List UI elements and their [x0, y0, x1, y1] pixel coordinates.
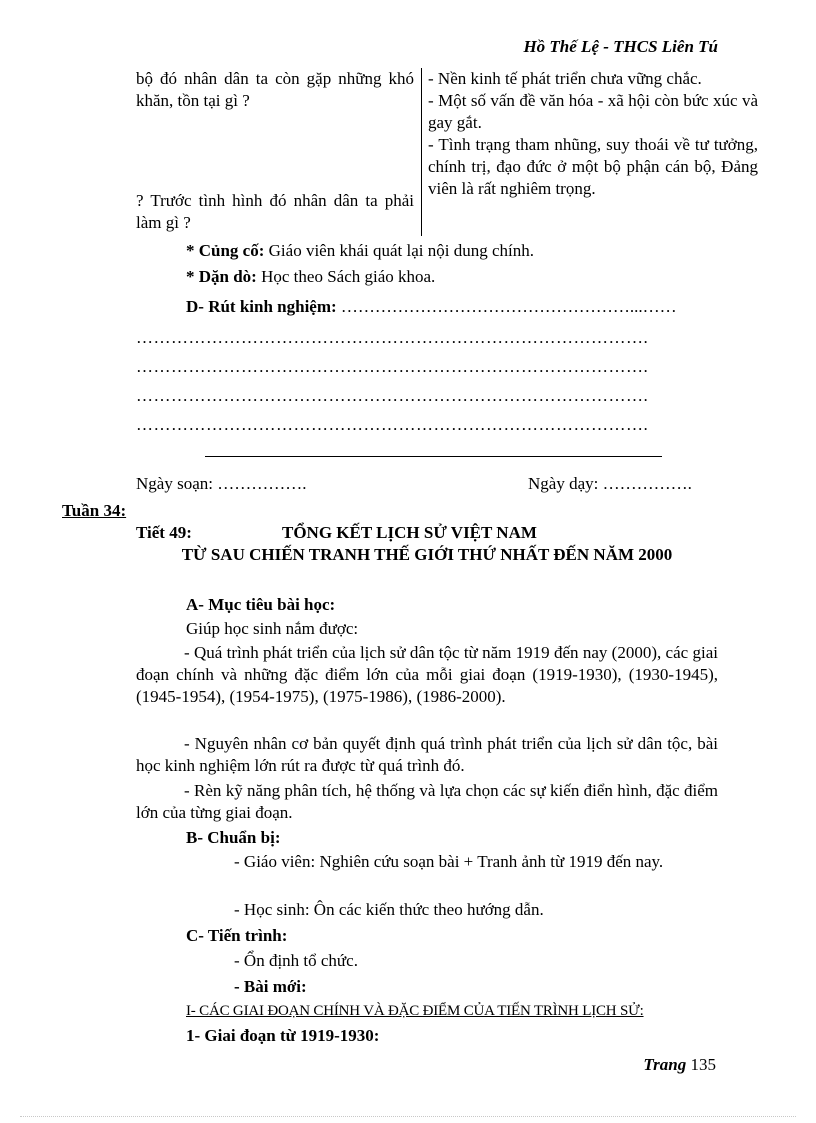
section-a-heading: A- Mục tiêu bài học:: [186, 595, 336, 614]
column-divider: [421, 68, 422, 236]
qa-table: [136, 68, 758, 236]
rut-kinh-nghiem-line: D- Rút kinh nghiệm: ……………………………………………...……: [186, 297, 677, 316]
lesson-title-line-1: [136, 522, 718, 544]
page-number: Trang 135: [643, 1055, 716, 1074]
dot-line-1: …………………………………………………………………………….: [136, 328, 649, 347]
week-label: Tuần 34:: [62, 501, 127, 520]
on-dinh: - Ổn định tổ chức.: [234, 951, 358, 970]
objective-3: - Rèn kỹ năng phân tích, hệ thống và lựa chọn các sự kiến điển hình, đặc điểm lớn của từng giai đoạn.: [136, 781, 718, 822]
answer-1: - Nền kinh tế phát triển chưa vững chắc.: [428, 69, 702, 88]
lesson-number: Tiết 49:: [136, 523, 192, 542]
question-2: ? Trước tình hình đó nhân dân ta phải làm gì ?: [136, 191, 414, 232]
cung-co-line: * Củng cố: Giáo viên khái quát lại nội dung chính.: [186, 241, 534, 260]
part-one-heading: I- CÁC GIAI ĐOẠN CHÍNH VÀ ĐẶC ĐIỂM CỦA TIẾN TRÌNH LỊCH SỬ:: [186, 1003, 644, 1019]
intro-text: Giúp học sinh nắm được:: [186, 619, 359, 638]
answer-column: [428, 68, 758, 200]
teacher-prep: - Giáo viên: Nghiên cứu soạn bài + Tranh ảnh từ 1919 đến nay.: [234, 852, 664, 871]
separator-line: [205, 456, 662, 457]
lesson-title-line-2: TỪ SAU CHIẾN TRANH THẾ GIỚI THỨ NHẤT ĐẾN NĂM 2000: [181, 545, 673, 564]
bai-moi: - Bài mới:: [234, 977, 307, 996]
ngay-soan: Ngày soạn: …………….: [136, 474, 307, 493]
dan-do-line: * Dặn dò: Học theo Sách giáo khoa.: [186, 267, 436, 286]
question-1: bộ đó nhân dân ta còn gặp những khó khăn, tồn tại gì ?: [136, 69, 414, 110]
objective-1: - Quá trình phát triển của lịch sử dân tộc từ năm 1919 đến nay (2000), các giai đoạn chính và những đặc điểm lớn của mỗi giai đoạn (1919-1930), (1930-1945), (1945-1954), (1954-1975), (1975-1986), (1986-2000).: [136, 643, 718, 706]
question-column: [136, 68, 414, 236]
period-1-heading: 1- Giai đoạn từ 1919-1930:: [186, 1026, 380, 1045]
student-prep: - Học sinh: Ôn các kiến thức theo hướng dẫn.: [234, 900, 544, 919]
dot-line-3: …………………………………………………………………………….: [136, 386, 649, 405]
section-c-heading: C- Tiến trình:: [186, 926, 288, 945]
answer-2: - Một số vấn đề văn hóa - xã hội còn bức xúc và gay gắt.: [428, 91, 758, 132]
dot-line-2: …………………………………………………………………………….: [136, 357, 649, 376]
dot-line-4: …………………………………………………………………………….: [136, 415, 649, 434]
page-bottom-border: [20, 1116, 796, 1117]
page-header: Hồ Thế Lệ - THCS Liên Tú: [523, 37, 718, 56]
section-b-heading: B- Chuẩn bị:: [186, 828, 281, 847]
lesson-title: TỔNG KẾT LỊCH SỬ VIỆT NAM: [282, 523, 537, 542]
answer-3: - Tình trạng tham nhũng, suy thoái về tư tưởng, chính trị, đạo đức ở một bộ phận cán bộ, Đảng viên là rất nghiêm trọng.: [428, 135, 758, 198]
ngay-day: Ngày dạy: …………….: [528, 474, 692, 493]
objective-2: - Nguyên nhân cơ bản quyết định quá trình phát triển của lịch sử dân tộc, bài học kinh nghiệm lớn rút ra được từ quá trình đó.: [136, 734, 718, 775]
